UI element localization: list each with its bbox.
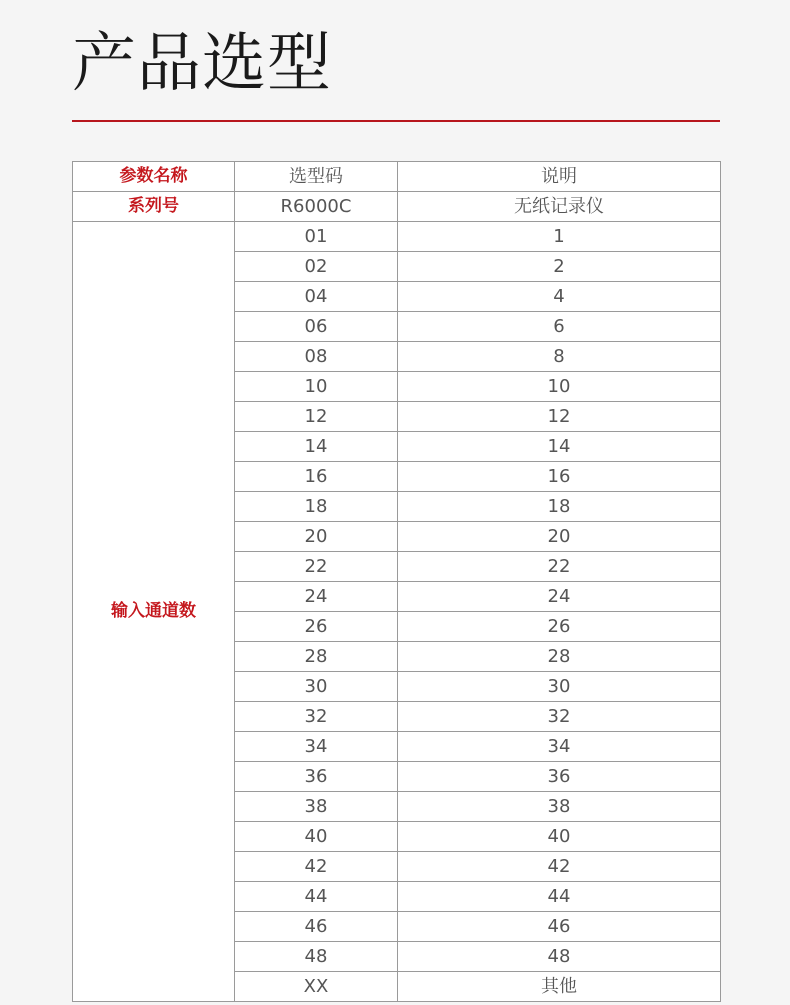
series-param-label: 系列号 <box>73 192 235 222</box>
channel-code: 32 <box>235 702 398 732</box>
channel-description: 14 <box>398 432 721 462</box>
channel-description: 36 <box>398 762 721 792</box>
title-divider <box>72 120 720 122</box>
series-row <box>73 192 721 222</box>
channel-code: 44 <box>235 882 398 912</box>
channel-code: 04 <box>235 282 398 312</box>
channel-code: 42 <box>235 852 398 882</box>
channel-code: 12 <box>235 402 398 432</box>
channel-code: 20 <box>235 522 398 552</box>
channel-code: 36 <box>235 762 398 792</box>
channel-description: 30 <box>398 672 721 702</box>
channel-description: 46 <box>398 912 721 942</box>
channel-description: 32 <box>398 702 721 732</box>
channel-description: 24 <box>398 582 721 612</box>
header-description: 说明 <box>398 162 721 192</box>
channel-description: 38 <box>398 792 721 822</box>
channel-code: 01 <box>235 222 398 252</box>
channel-description: 其他 <box>398 972 721 1002</box>
channel-code: 34 <box>235 732 398 762</box>
channel-description: 8 <box>398 342 721 372</box>
channels-param-label: 输入通道数 <box>73 222 235 1002</box>
channel-code: 16 <box>235 462 398 492</box>
channel-description: 44 <box>398 882 721 912</box>
channel-description: 1 <box>398 222 721 252</box>
channel-description: 16 <box>398 462 721 492</box>
channel-code: XX <box>235 972 398 1002</box>
channel-code: 26 <box>235 612 398 642</box>
channel-code: 14 <box>235 432 398 462</box>
series-code: R6000C <box>235 192 398 222</box>
channel-code: 06 <box>235 312 398 342</box>
channel-code: 22 <box>235 552 398 582</box>
page-title: 产品选型 <box>72 27 332 101</box>
channel-description: 26 <box>398 612 721 642</box>
product-selection-table <box>72 161 721 1002</box>
channel-code: 08 <box>235 342 398 372</box>
channel-description: 4 <box>398 282 721 312</box>
table-header-row <box>73 162 721 192</box>
channel-description: 22 <box>398 552 721 582</box>
channel-code: 30 <box>235 672 398 702</box>
series-description: 无纸记录仪 <box>398 192 721 222</box>
channel-description: 34 <box>398 732 721 762</box>
channel-row <box>73 222 721 252</box>
channel-description: 6 <box>398 312 721 342</box>
channel-code: 48 <box>235 942 398 972</box>
channel-description: 10 <box>398 372 721 402</box>
header-param-name: 参数名称 <box>73 162 235 192</box>
channel-description: 40 <box>398 822 721 852</box>
channel-code: 46 <box>235 912 398 942</box>
channel-description: 20 <box>398 522 721 552</box>
channel-code: 38 <box>235 792 398 822</box>
channel-description: 28 <box>398 642 721 672</box>
channel-description: 12 <box>398 402 721 432</box>
channel-description: 48 <box>398 942 721 972</box>
channel-code: 10 <box>235 372 398 402</box>
channel-code: 24 <box>235 582 398 612</box>
channel-description: 2 <box>398 252 721 282</box>
channel-description: 42 <box>398 852 721 882</box>
channel-code: 40 <box>235 822 398 852</box>
channel-code: 18 <box>235 492 398 522</box>
channel-description: 18 <box>398 492 721 522</box>
channel-code: 28 <box>235 642 398 672</box>
header-selection-code: 选型码 <box>235 162 398 192</box>
channel-code: 02 <box>235 252 398 282</box>
